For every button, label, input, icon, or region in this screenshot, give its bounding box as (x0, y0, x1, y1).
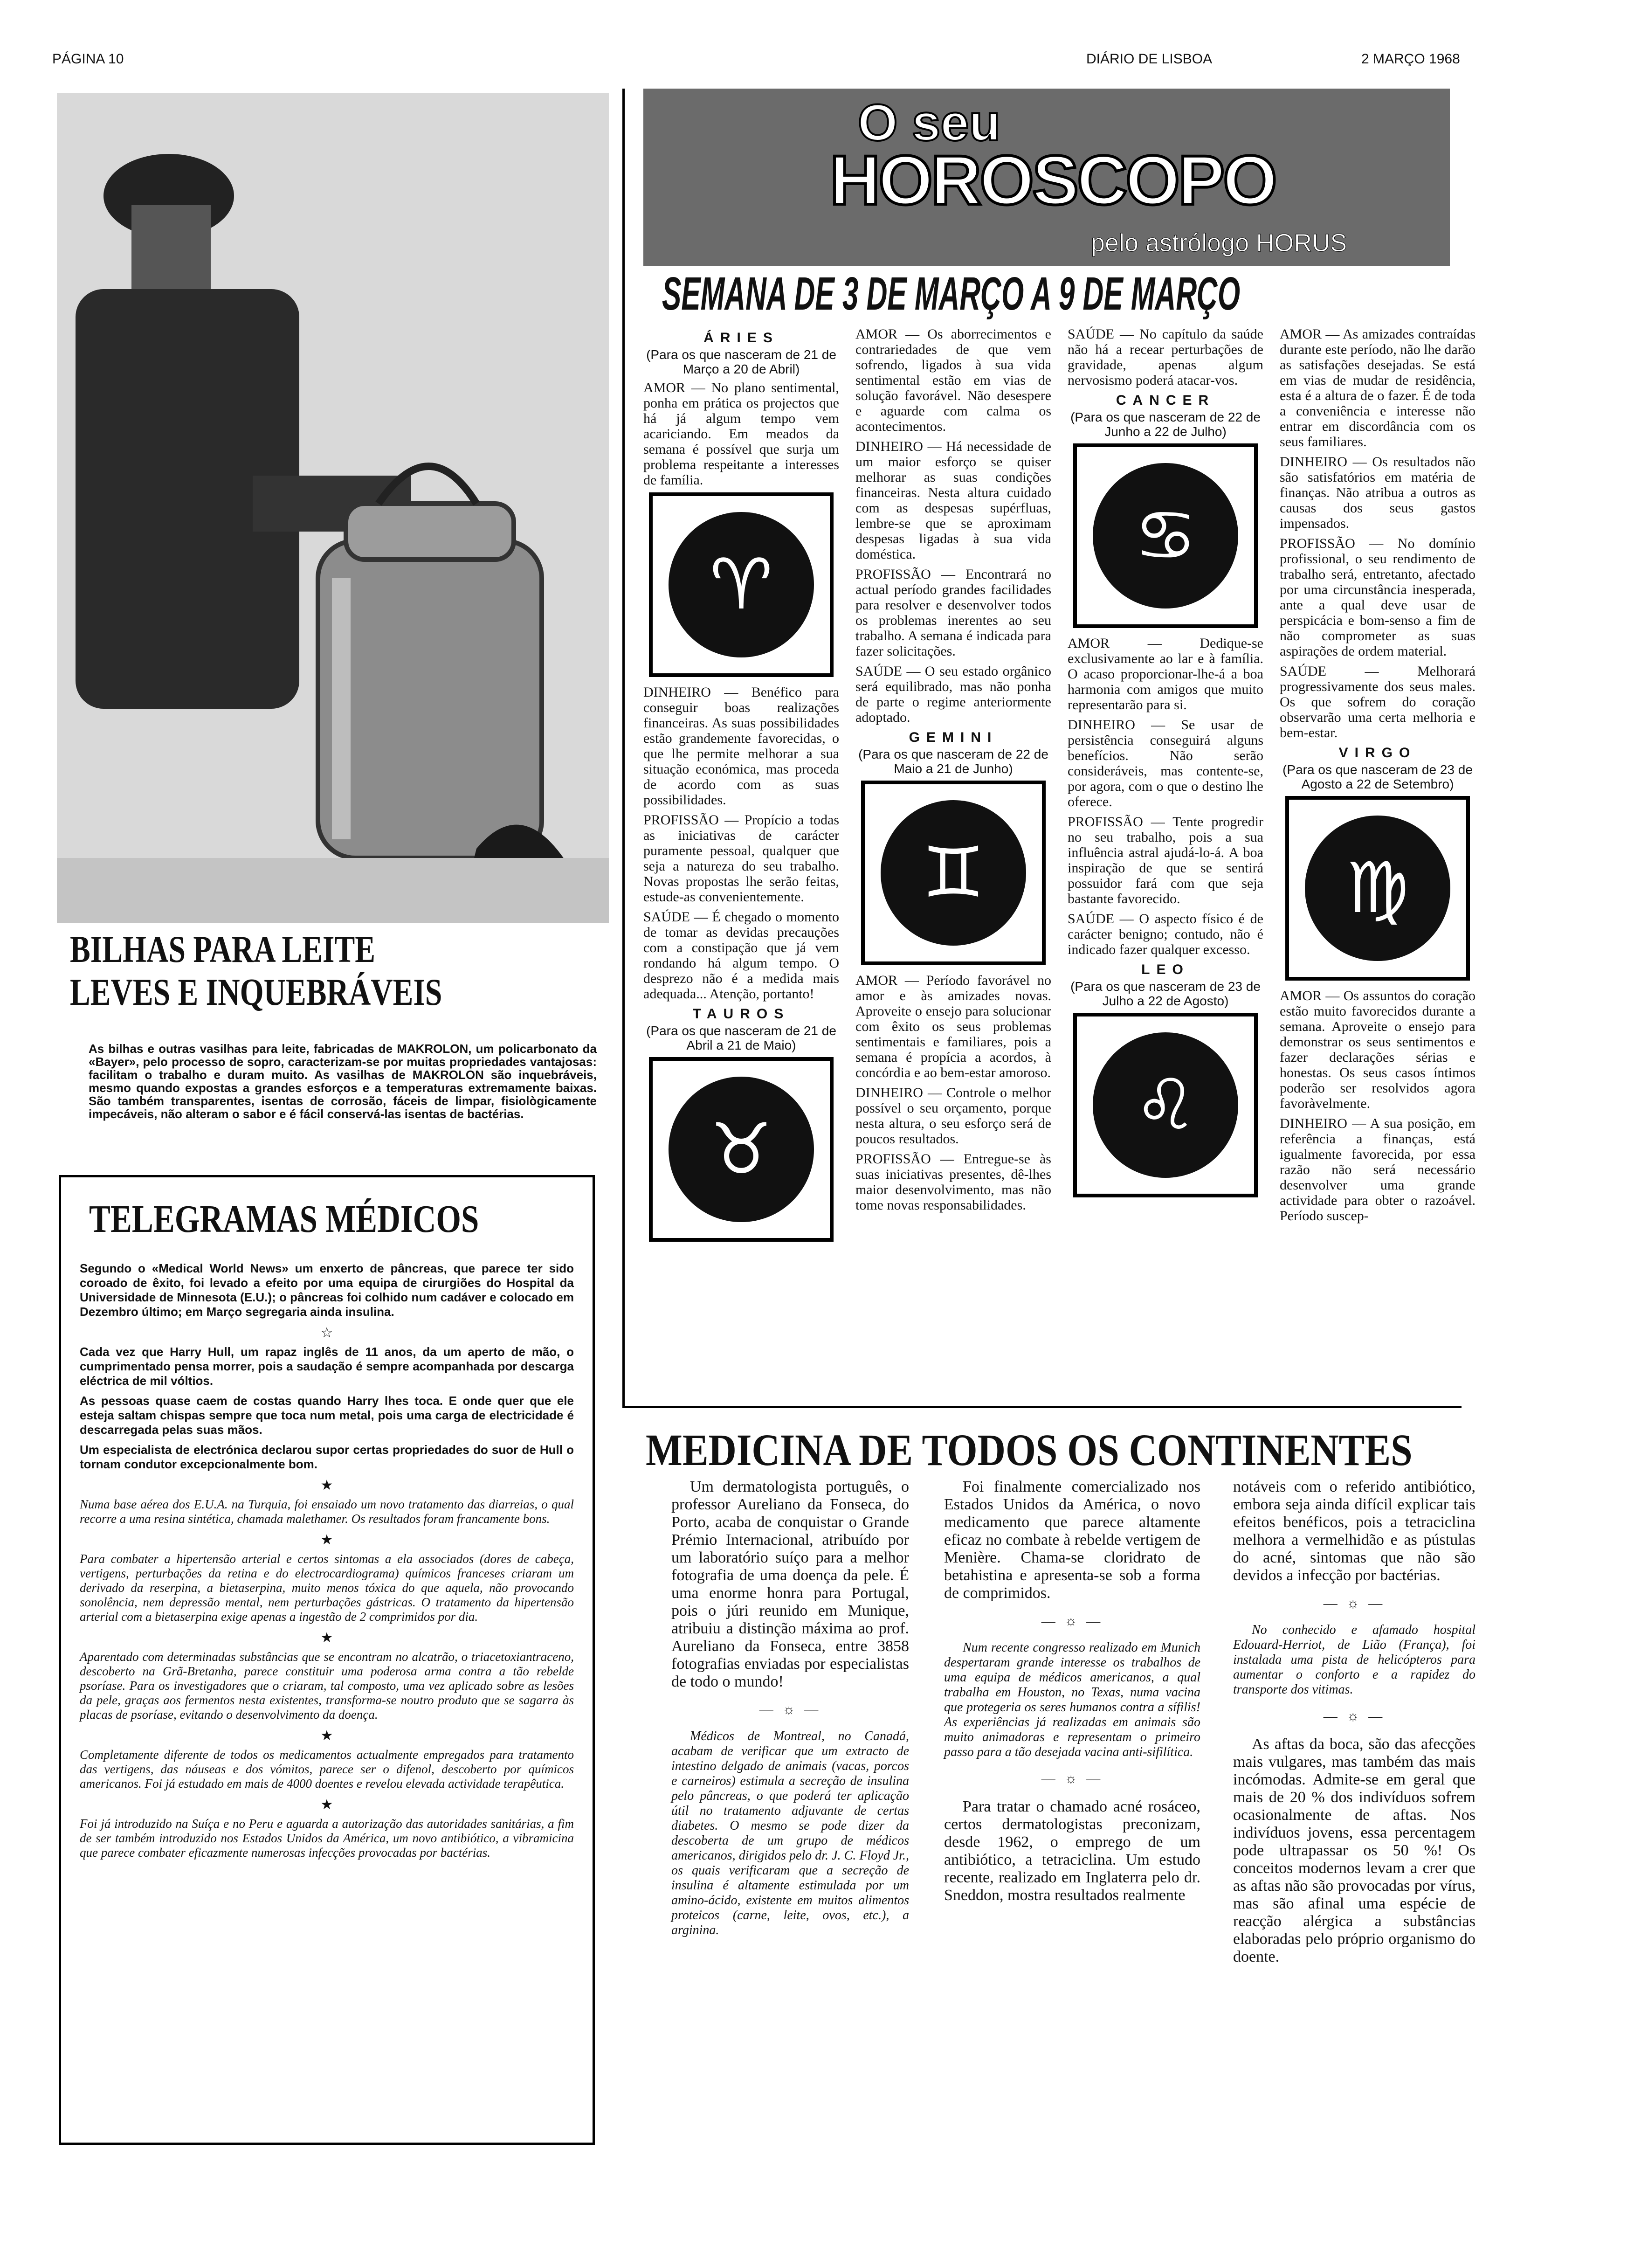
telegramas-title: TELEGRAMAS MÉDICOS (89, 1197, 479, 1241)
photo-boy-with-milk-can (57, 93, 609, 923)
medicina-col-2 (944, 1478, 1200, 1904)
cancer-amor: AMOR — Dedique-se exclusivamente ao lar e à família. O acaso proporcionar-lhe-á a boa harmonia com amigos que muito representarão para si. (1068, 636, 1263, 712)
cancer-symbol: ♋ (1093, 463, 1238, 608)
cancer-followup-dinheiro: DINHEIRO — Os resultados não são satisfatórios em matéria de finanças. Não atribua a outros as causas dos seus gastos impensados. (1280, 454, 1476, 531)
separator-icon: — ☼ — (1041, 1771, 1103, 1786)
sign-cancer-dates: (Para os que nasceram de 22 de Junho a 22 de Julho) (1070, 410, 1261, 439)
star-icon: ★ (320, 1797, 333, 1812)
aries-profissao: PROFISSÃO — Propício a todas as iniciativas de carácter puramente pessoal, qualquer que seja a natureza do seu trabalho. Novas propostas lhe serão feitas, estude-as convenientemente. (643, 812, 839, 905)
telegramas-item: Completamente diferente de todos os medicamentos actualmente empregados para tratamento das vertigens, das náuseas e dos vómitos, parece ser o difenol, descoberto por químicos americanos. Foi já estudado em mais de 4000 doentes e revelou elevada actividade terapêutica. (80, 1748, 574, 1791)
week-title: SEMANA DE 3 DE MARÇO A 9 DE MARÇO (662, 268, 1241, 320)
aries-saude: SAÚDE — É chegado o momento de tomar as devidas precauções com a constipação que já vem rondando há algum tempo. O desprezo não é a medida mais adequada... Atenção, portanto! (643, 909, 839, 1002)
telegramas-item: Um especialista de electrónica declarou supor certas propriedades do suor de Hull o tornam condutor excepcionalmente bom. (80, 1443, 574, 1471)
virgo-symbol: ♍ (1305, 816, 1450, 961)
cancer-followup-profissao: PROFISSÃO — No domínio profissional, o seu rendimento de trabalho será, entretanto, afectado por uma circunstância inesperada, ante a qual deve usar de perspicácia e bom-senso a fim de não comprometer as suas aspirações de ordem material. (1280, 536, 1476, 659)
separator-icon: — ☼ — (1323, 1708, 1386, 1724)
issue-date: 2 MARÇO 1968 (1361, 51, 1460, 67)
virgo-amor: AMOR — Os assuntos do coração estão muito favorecidos durante a semana. Aproveite o ensejo para demonstrar os seus sentimentos e fazer declarações sérias e honestas. Os seus casos íntimos poderão ser resolvidos agora favoràvelmente. (1280, 988, 1476, 1111)
star-icon: ☆ (320, 1325, 333, 1341)
aries-dinheiro: DINHEIRO — Benéfico para conseguir boas realizações financeiras. As suas possibilidades estão grandemente favorecidas, o que lhe permite melhorar a sua situação económica, mas proceda de acordo com as suas possibilidades. (643, 685, 839, 808)
gemini-profissao: PROFISSÃO — Entregue-se às suas iniciativas presentes, dê-lhes maior desenvolvimento, mas não tome novas responsabilidades. (855, 1151, 1051, 1213)
telegramas-item: Foi já introduzido na Suíça e no Peru e aguarda a autorização das autoridades sanitárias, a fim de ser também introduzido nos Estados Unidos da América, um novo antibiótico, a vibramicina que parece combater eficazmente numerosas infecções provocadas por bactérias. (80, 1817, 574, 1860)
sign-cancer-name: CANCER (1116, 393, 1215, 408)
tauros-profissao: PROFISSÃO — Encontrará no actual período grandes facilidades para resolver e desenvolver todos os problemas inerentes ao seu trabalho. A semana é indicada para fazer solicitações. (855, 567, 1051, 659)
horoscope-frame (622, 89, 1462, 1408)
medicina-item: Num recente congresso realizado em Munich despertaram grande interesse os trabalhos de uma equipa de médicos americanos, a qual trabalha em Houston, no Texas, numa vacina que protegeria os seres humanos contra a sífilis! As experiências já realizadas em animais são muito animadoras e representam o primeiro passo para a tão desejada vacina anti-sifilítica. (944, 1640, 1200, 1759)
telegramas-item: Segundo o «Medical World News» um enxerto de pâncreas, que parece ter sido coroado de êxito, foi levado a efeito por uma equipa de cirurgiões do Hospital da Universidade de Minnesota (E.U.); o pâncreas foi colhido num cadáver e colocado em Dezembro último; em Março segregaria ainda insulina. (80, 1261, 574, 1319)
medicina-item: Para tratar o chamado acné rosáceo, certos dermatologistas preconizam, desde 1962, o emprego de um antibiótico, a tetraciclina. Um estudo recente, realizado em Inglaterra pelo dr. Sneddon, mostra resultados realmente (944, 1798, 1200, 1904)
aries-symbol: ♈ (669, 512, 814, 657)
sign-tauros-name: TAUROS (692, 1006, 790, 1022)
gemini-saude: SAÚDE — No capítulo da saúde não há a recear perturbações de gravidade, apenas algum nervosismo poderá atacar-vos. (1068, 326, 1263, 388)
star-icon: ★ (320, 1532, 333, 1548)
telegramas-item: Para combater a hipertensão arterial e certos sintomas a ela associados (dores de cabeça, vertigens, perturbações da retina e do electrocardiograma) químicos franceses criaram um derivado da reserpina, a bietaserpina, muito menos tóxica do que aquela, não provocando sonolência, nem depressão mental, nem perturbações gástricas. O tratamento da hipertensão arterial com a bietaserpina exige apenas a ingestão de 2 comprimidos por dia. (80, 1552, 574, 1624)
bilhas-headline (70, 928, 499, 1014)
telegramas-item: As pessoas quase caem de costas quando Harry lhes toca. E onde quer que ele esteja saltam chispas sempre que toca num metal, pois uma carga de electricidade é descarregada pelas suas mãos. (80, 1394, 574, 1437)
cancer-profissao: PROFISSÃO — Tente progredir no seu trabalho, pois a sua influência astral ajudá-lo-á. A boa inspiração de que se sentirá possuidor fará com que seja bastante favorecido. (1068, 814, 1263, 906)
sign-gemini-dates: (Para os que nasceram de 22 de Maio a 21 de Junho) (858, 747, 1048, 776)
medicina-title: MEDICINA DE TODOS OS CONTINENTES (646, 1425, 1413, 1475)
separator-icon: — ☼ — (1323, 1596, 1386, 1611)
medicina-item: Médicos de Montreal, no Canadá, acabam de verificar que um extracto de intestino delgado de animais (vacas, porcos e carneiros) estimula a secreção de insulina pelo pâncreas, o que poderá ter aplicação útil no tratamento adjuvante de certas diabetes. O mesmo se pode dizer da descoberta de um grupo de médicos americanos, dirigidos pelo dr. J. C. Floyd Jr., os quais verificaram que a secreção de insulina é altamente estimulada por um amino-ácido, existente em muitos alimentos proteicos (carne, leite, ovos, etc.), a arginina. (671, 1729, 909, 1937)
sign-gemini-name: GEMINI (909, 730, 998, 745)
aries-amor: AMOR — No plano sentimental, ponha em prática os projectos que há já algum tempo vem acariciando. Em meados da semana é possível que surja um problema respeitante a interesses de família. (643, 380, 839, 488)
bilhas-title-line2: LEVES E INQUEBRÁVEIS (70, 971, 442, 1013)
banner-line1: O seu (858, 94, 1000, 152)
newspaper-name: DIÁRIO DE LISBOA (1086, 51, 1213, 67)
cancer-dinheiro: DINHEIRO — Se usar de persistência conseguirá alguns benefícios. Não serão consideráveis, mas contente-se, por agora, com o que o destino lhe oferece. (1068, 717, 1263, 809)
sign-virgo-name: VIRGO (1338, 745, 1417, 761)
separator-icon: — ☼ — (1041, 1613, 1103, 1629)
gemini-amor: AMOR — Período favorável no amor e às amizades novas. Aproveite o ensejo para solucionar com êxito os seus problemas sentimentais e familiares, pois a semana é propícia a acordos, à concórdia e ao bem-estar amoroso. (855, 973, 1051, 1080)
medicina-col-3 (1233, 1478, 1476, 1966)
medicina-item: Foi finalmente comercializado nos Estados Unidos da América, o novo medicamento que parece altamente eficaz no combate à rebelde vertigem de Menière. Chama-se cloridrato de betahistina e apresenta-se sob a forma de comprimidos. (944, 1478, 1200, 1602)
sign-virgo-dates: (Para os que nasceram de 23 de Agosto a 22 de Setembro) (1282, 762, 1473, 791)
cancer-followup-saude: SAÚDE — Melhorará progressivamente dos seus males. Os que sofrem do coração observarão uma certa melhoria e bem-estar. (1280, 664, 1476, 740)
cancer-saude: SAÚDE — O aspecto físico é de carácter benigno; contudo, não é indicado fazer qualquer excesso. (1068, 911, 1263, 957)
bilhas-body: As bilhas e outras vasilhas para leite, fabricadas de MAKROLON, um policarbonato da «Bayer», pelo processo de sopro, caracterizam-se por muitas propriedades vantajosas: facilitam o trabalho e duram muito. As vasilhas de MAKROLON são inquebráveis, mesmo quando expostas a grandes esforços e a temperaturas extremamente baixas. São também transparentes, isentas de corrosão, fáceis de limpar, fisiològicamente impecáveis, não alteram o sabor e é fácil conservá-las isentas de bactérias. (89, 1042, 597, 1121)
banner-line3: pelo astrólogo HORUS (1091, 229, 1347, 257)
bilhas-title-line1: BILHAS PARA LEITE (70, 928, 375, 970)
telegramas-item: Cada vez que Harry Hull, um rapaz inglês de 11 anos, da um aperto de mão, o cumprimentado pensa morrer, pois a saudação é sempre acompanhada por descarga eléctrica de mil vóltios. (80, 1345, 574, 1388)
star-icon: ★ (320, 1728, 333, 1743)
virgo-dinheiro: DINHEIRO — A sua posição, em referência a finanças, está igualmente favorecida, por essa razão não será necessário desenvolver uma grande actividade para obter o razoável. Período suscep- (1280, 1116, 1476, 1224)
page-number: PÁGINA 10 (52, 51, 124, 67)
star-icon: ★ (320, 1630, 333, 1646)
milk-can-illustration (57, 93, 609, 923)
sign-tauros-dates: (Para os que nasceram de 21 de Abril a 21 de Maio) (646, 1023, 836, 1052)
medicina-item: As aftas da boca, são das afecções mais vulgares, mas também das mais incómodas. Admite-se em geral que mais de 20 % dos indivíduos sofrem ocasionalmente de aftas. Nos indivíduos jovens, essa percentagem pode ultrapassar os 50 %! Os conceitos modernos levam a crer que as aftas não são provocadas por vírus, mas são afinal uma espécie de reacção alérgica a substâncias elaboradas pelo próprio organismo do doente. (1233, 1736, 1476, 1965)
sign-aries-name: ÁRIES (703, 330, 779, 346)
telegramas-item: Numa base aérea dos E.U.A. na Turquia, foi ensaiado um novo tratamento das diarreias, o qual recorre a uma resina sintética, chamada malethamer. Os resultados foram francamente bons. (80, 1497, 574, 1526)
gemini-symbol: ♊ (881, 800, 1026, 946)
star-icon: ★ (320, 1478, 333, 1493)
tauros-saude: SAÚDE — O seu estado orgânico será equilibrado, mas não ponha de parte o regime anteriormente adoptado. (855, 664, 1051, 725)
sign-aries-dates: (Para os que nasceram de 21 de Março a 20 de Abril) (646, 347, 836, 376)
medicina-item: notáveis com o referido antibiótico, embora seja ainda difícil explicar tais efeitos benéficos, pois a tetraciclina melhora a vermelhidão e as pústulas do acné, sintomas que não são devidos a infecção por bactérias. (1233, 1478, 1476, 1584)
tauros-dinheiro: DINHEIRO — Há necessidade de um maior esforço se quiser melhorar as suas condições financeiras. Nesta altura cuidado com as despesas supérfluas, lembre-se que se aproximam despesas ligadas à sua vida doméstica. (855, 439, 1051, 562)
separator-icon: — ☼ — (759, 1702, 821, 1717)
gemini-dinheiro: DINHEIRO — Controle o melhor possível o seu orçamento, porque nesta altura, o seu esforço será de poucos resultados. (855, 1085, 1051, 1147)
tauros-amor: AMOR — Os aborrecimentos e contrariedades de que vem sofrendo, ligados à sua vida sentimental estão em vias de solução favorável. Não desespere e aguarde com calma os acontecimentos. (855, 326, 1051, 434)
banner-line2: HOROSCOPO (830, 141, 1276, 219)
sign-leo-dates: (Para os que nasceram de 23 de Julho a 22 de Agosto) (1070, 979, 1261, 1008)
medicina-item: No conhecido e afamado hospital Edouard-Herriot, de Lião (França), foi instalada uma pista de helicópteros para aumentar o conforto e a rapidez do transporte dos vitimas. (1233, 1623, 1476, 1697)
sign-leo-name: LEO (1141, 962, 1190, 977)
cancer-followup-amor: AMOR — As amizades contraídas durante este período, não lhe darão as satisfações desejadas. Se está em vias de mudar de residência, esta é a altura de o fazer. É de toda a conveniência e interesse não entrar em discordância com os seus familiares. (1280, 326, 1476, 449)
telegramas-item: Aparentado com determinadas substâncias que se encontram no alcatrão, o triacetoxiantraceno, descoberto na Grã-Bretanha, parece constituir uma poderosa arma contra a tão rebelde psoríase. Para os investigadores que o criaram, tal composto, uma vez aplicado sobre as lesões da pele, graças aos fermentos nesta existentes, transforma-se noutro produto que se sagarra às placas de psoríase, evitando o desenvolvimento da doença. (80, 1650, 574, 1722)
tauros-symbol: ♉ (669, 1077, 814, 1222)
telegramas-box (59, 1175, 595, 2145)
leo-symbol: ♌ (1093, 1032, 1238, 1178)
medicina-col-1 (671, 1478, 909, 1938)
medicina-item: Um dermatologista português, o professor Aureliano da Fonseca, do Porto, acaba de conquistar o Grande Prémio Internacional, atribuído por um laboratório suíço para a melhor fotografia de uma doença da pele. É uma enorme honra para Portugal, pois o júri reunido em Munique, atribuiu a distinção máxima ao prof. Aureliano da Fonseca, entre 3858 fotografias enviadas por especialistas de todo o mundo! (671, 1478, 909, 1690)
